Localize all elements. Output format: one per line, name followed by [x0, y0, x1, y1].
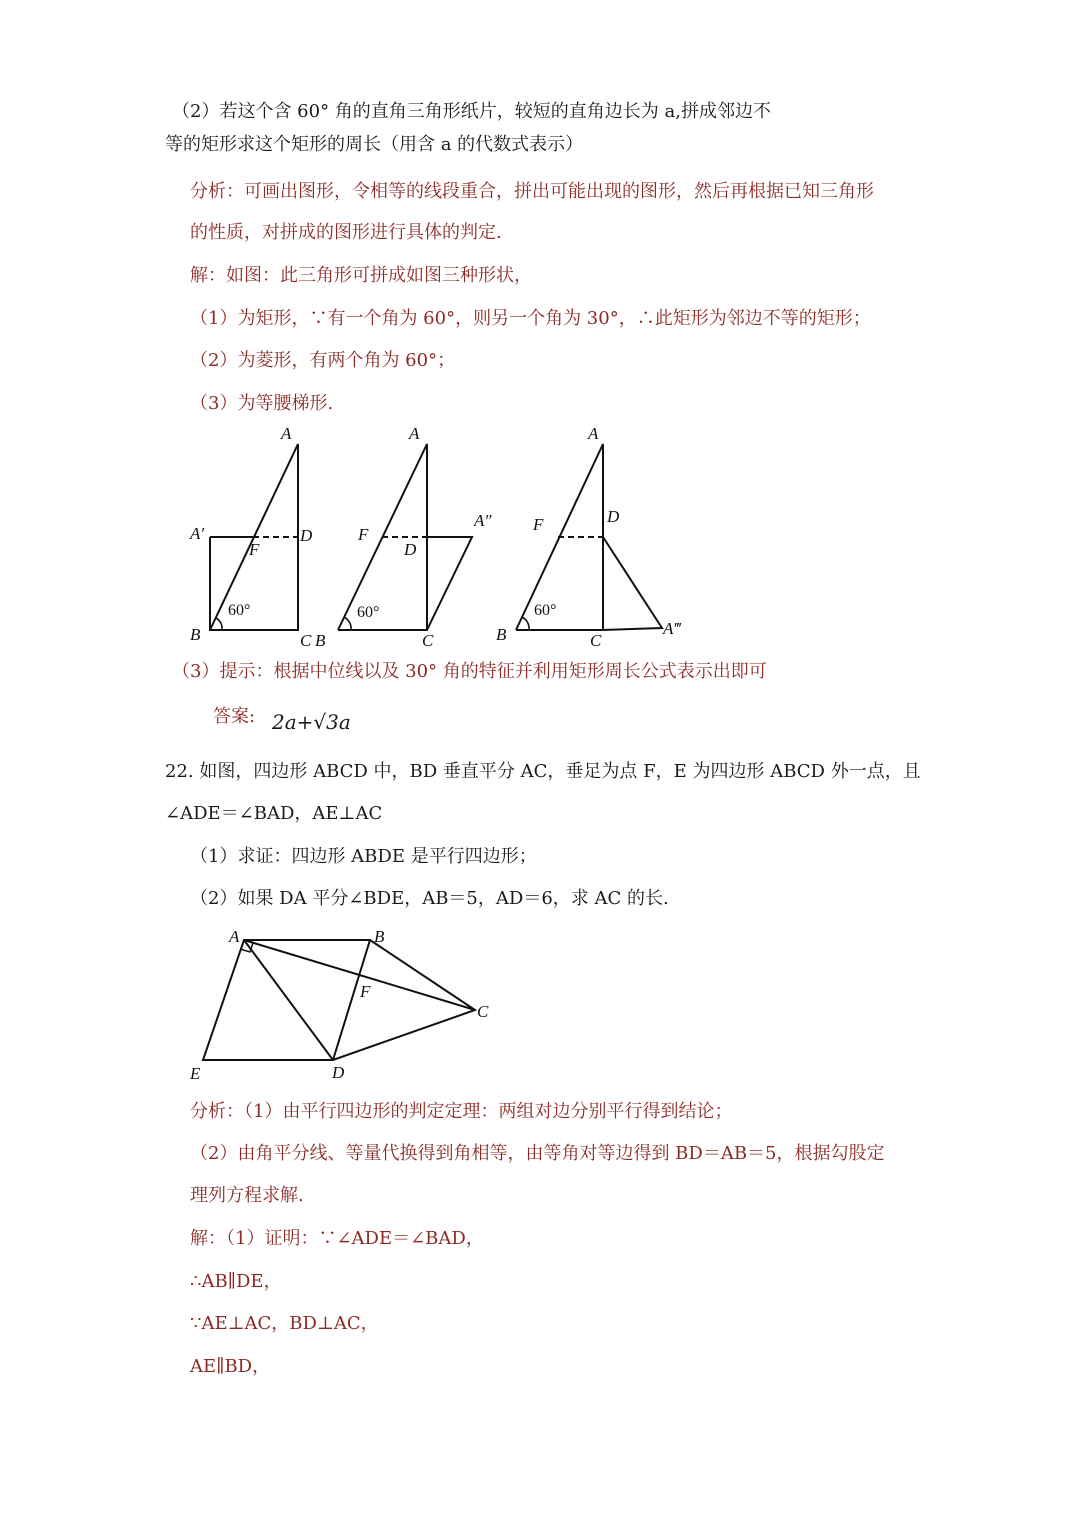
fig3-label-B: B [496, 625, 507, 644]
fig2-label-A2: A″ [474, 511, 492, 530]
q21-case2: （2）为菱形，有两个角为 60°； [190, 350, 456, 371]
fig2-label-D: D [404, 540, 417, 559]
q21-hint: （3）提示：根据中位线以及 30° 角的特征并利用矩形周长公式表示出即可 [172, 661, 767, 682]
q21-solution: 解：如图：此三角形可拼成如图三种形状， [190, 265, 532, 286]
q21-figures [0, 420, 1080, 655]
fig1-label-D: D [300, 526, 313, 545]
q21-part2-line2: 等的矩形求这个矩形的周长（用含 a 的代数式表示） [165, 134, 584, 155]
fig1-label-A: A [281, 424, 292, 443]
q22-proof-line2: ∴AB∥DE， [190, 1271, 282, 1292]
q21-analysis-line2: 的性质，对拼成的图形进行具体的判定. [190, 222, 502, 243]
fig2-label-A: A [409, 424, 420, 443]
fig2-label-F: F [358, 525, 369, 544]
fig2-angle-label: 60° [357, 604, 380, 621]
fig1-label-C: C [300, 631, 312, 650]
fig3-label-D: D [607, 507, 620, 526]
q22-stem-line2: ∠ADE＝∠BAD，AE⊥AC [165, 803, 383, 824]
q22-proof-line1: 解：（1）证明：∵∠ADE＝∠BAD， [190, 1228, 484, 1249]
fig3-label-C: C [590, 631, 602, 650]
fig1-label-B: B [190, 625, 201, 644]
fig1-label-A1: A′ [190, 524, 205, 543]
q22-analysis2-line1: （2）由角平分线、等量代换得到角相等，由等角对等边得到 BD＝AB＝5，根据勾股定 [190, 1143, 885, 1164]
fig1-label-F: F [249, 540, 260, 559]
q22-analysis1: 分析：（1）由平行四边形的判定定理：两组对边分别平行得到结论； [190, 1101, 733, 1122]
figure-rectangle [210, 444, 298, 630]
q22-proof-line3: ∵AE⊥AC，BD⊥AC， [190, 1313, 379, 1334]
q22-sub2: （2）如果 DA 平分∠BDE，AB＝5，AD＝6，求 AC 的长. [190, 888, 669, 909]
q22-stem-line1: 22. 如图，四边形 ABCD 中，BD 垂直平分 AC，垂足为点 F，E 为四边形 ABCD 外一点，且 [165, 761, 921, 782]
q22-label-C: C [477, 1002, 489, 1021]
q22-label-A: A [229, 927, 240, 946]
fig3-label-A: A [588, 424, 599, 443]
fig2-label-B: B [315, 631, 326, 650]
q22-figure [0, 920, 1080, 1090]
fig3-label-A3: A‴ [663, 619, 681, 638]
q22-label-D: D [332, 1063, 345, 1082]
q22-proof-line4: AE∥BD， [190, 1356, 271, 1377]
q22-label-E: E [190, 1064, 201, 1083]
fig2-label-C: C [422, 631, 434, 650]
q22-label-F: F [360, 982, 371, 1001]
q21-part2-line1: （2）若这个含 60° 角的直角三角形纸片，较短的直角边长为 a,拼成邻边不 [172, 101, 771, 122]
q22-sub1: （1）求证：四边形 ABDE 是平行四边形； [190, 846, 537, 867]
fig3-label-F: F [533, 515, 544, 534]
fig3-angle-label: 60° [534, 602, 557, 619]
q22-analysis2-line2: 理列方程求解. [190, 1185, 304, 1206]
q21-answer-label: 答案: [213, 706, 256, 727]
q21-analysis-line1: 分析：可画出图形，令相等的线段重合，拼出可能出现的图形，然后再根据已知三角形 [190, 181, 874, 202]
q21-case1: （1）为矩形，∵有一个角为 60°，则另一个角为 30°，∴此矩形为邻边不等的矩形； [190, 308, 871, 329]
q21-answer-value: 2a+√3a [272, 710, 351, 734]
q22-label-B: B [374, 927, 385, 946]
fig1-angle-label: 60° [228, 602, 251, 619]
q21-case3: （3）为等腰梯形. [190, 393, 334, 414]
